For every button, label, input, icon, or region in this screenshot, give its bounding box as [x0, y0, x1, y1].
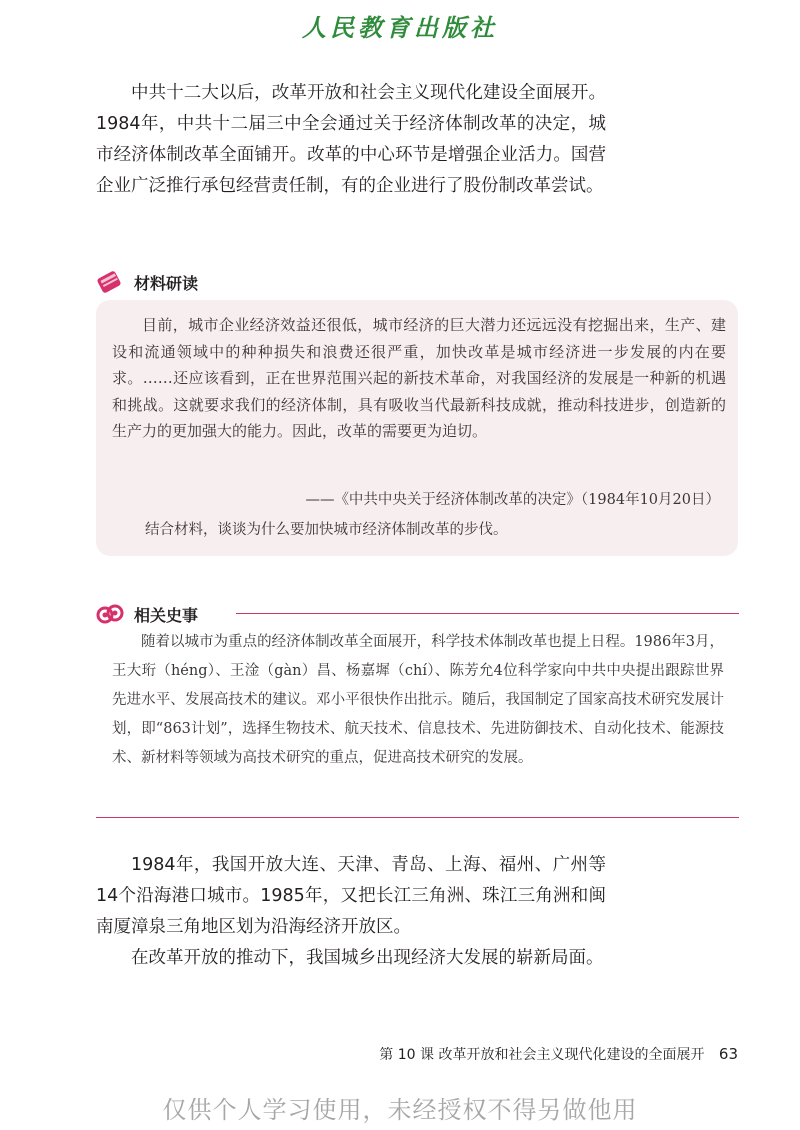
book-icon — [96, 268, 124, 296]
history-divider-bottom — [96, 817, 739, 818]
main-paragraph-2 — [96, 850, 606, 974]
paragraph-text: 中共十二大以后，改革开放和社会主义现代化建设全面展开。1984年，中共十二届三中全会通过关于经济体制改革的决定，城市经济体制改革全面铺开。改革的中心环节是增强企业活力。国营企业广泛推行承包经营责任制，有的企业进行了股份制改革尝试。 — [96, 83, 606, 196]
page-footer — [379, 1044, 738, 1064]
material-reading-heading — [96, 268, 198, 296]
material-question: 结合材料，谈谈为什么要加快城市经济体制改革的步伐。 — [145, 522, 508, 538]
related-history-heading — [96, 600, 198, 628]
material-quote — [112, 312, 726, 445]
history-logo-icon — [96, 600, 124, 628]
history-text: 随着以城市为重点的经济体制改革全面展开，科学技术体制改革也提上日程。1986年3月，王大珩（héng）、王淦（gàn）昌、杨嘉墀（chí）、陈芳允4位科学家向中共中央提出跟踪世界先进水平、发展高技术的建议。邓小平很快作出批示。随后，我国制定了国家高技术研究发展计划，即“863计划”，选择生物技术、航天技术、信息技术、先进防御技术、自动化技术、能源技术、新材料等领域为高技术研究的重点，促进高技术研究的发展。 — [112, 634, 724, 766]
watermark: 仅供个人学习使用，未经授权不得另做他用 — [162, 1096, 638, 1124]
material-reading-title: 材料研读 — [134, 273, 199, 293]
related-history-title: 相关史事 — [134, 605, 199, 625]
history-text-block — [112, 628, 724, 773]
page-number: 63 — [718, 1045, 738, 1063]
paragraph-text: 在改革开放的推动下，我国城乡出现经济大发展的崭新局面。 — [131, 948, 604, 968]
lesson-title: 改革开放和社会主义现代化建设的全面展开 — [438, 1047, 705, 1063]
publisher-logo: 人民教育出版社 — [302, 13, 498, 42]
paragraph-text: 1984年，我国开放大连、天津、青岛、上海、福州、广州等14个沿海港口城市。1985年，又把长江三角洲、珠江三角洲和闽南厦漳泉三角地区划为沿海经济开放区。 — [96, 855, 606, 937]
lesson-number: 第 10 课 — [379, 1047, 434, 1063]
main-paragraph-1 — [96, 78, 606, 202]
material-source: ——《中共中央关于经济体制改革的决定》（1984年10月20日） — [305, 492, 720, 508]
material-quote-text: 目前，城市企业经济效益还很低，城市经济的巨大潜力还远远没有挖掘出来，生产、建设和流通领域中的种种损失和浪费还很严重，加快改革是城市经济进一步发展的内在要求。……还应该看到，正在世界范围兴起的新技术革命，对我国经济的发展是一种新的机遇和挑战。这就要求我们的经济体制，具有吸收当代最新科技成就，推动科技进步，创造新的生产力的更加强大的能力。因此，改革的需要更为迫切。 — [112, 316, 726, 440]
history-divider-top — [236, 613, 739, 614]
